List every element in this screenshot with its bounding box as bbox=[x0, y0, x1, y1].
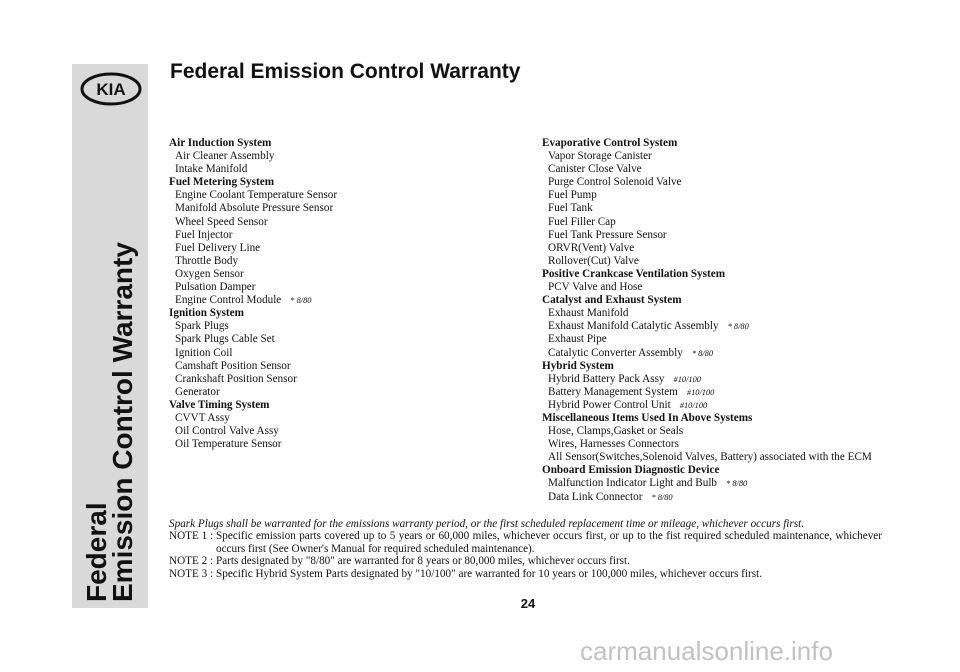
part-item bbox=[542, 386, 922, 399]
part-name: Throttle Body bbox=[175, 254, 239, 267]
part-name: Exhaust Manifold Catalytic Assembly bbox=[548, 320, 719, 333]
section-heading: Catalyst and Exhaust System bbox=[542, 294, 682, 307]
part-name: Oil Temperature Sensor bbox=[175, 438, 282, 451]
warranty-mark: #10/100 bbox=[673, 374, 701, 384]
note-text: Specific emission parts covered up to 5 years or 60,000 miles, whichever occurs first, or up to the fist required scheduled maintenance, whichever occurs first (See Owner's Manual for required scheduled maintenance). bbox=[216, 530, 882, 555]
part-item bbox=[169, 386, 529, 399]
part-name: ORVR(Vent) Valve bbox=[548, 241, 635, 254]
parts-list-right bbox=[542, 137, 922, 504]
section-heading: Valve Timing System bbox=[169, 398, 270, 411]
part-item bbox=[542, 347, 922, 360]
page-number: 24 bbox=[520, 596, 536, 611]
note-label: NOTE 1 : bbox=[169, 530, 214, 543]
section-heading: Onboard Emission Diagnostic Device bbox=[542, 464, 720, 477]
part-item bbox=[169, 150, 529, 163]
part-item bbox=[542, 202, 922, 215]
note-row bbox=[169, 568, 882, 580]
part-name: Intake Manifold bbox=[175, 163, 248, 176]
kia-logo-text: KIA bbox=[96, 80, 126, 99]
part-name: Purge Control Solenoid Valve bbox=[548, 176, 682, 189]
part-item bbox=[542, 451, 922, 464]
part-name: Hose, Clamps,Gasket or Seals bbox=[548, 425, 684, 438]
part-name: Ignition Coil bbox=[175, 346, 233, 359]
part-name: Spark Plugs bbox=[175, 320, 229, 333]
part-name: PCV Valve and Hose bbox=[548, 281, 643, 294]
part-item bbox=[169, 268, 529, 281]
part-name: Manifold Absolute Pressure Sensor bbox=[175, 202, 334, 215]
part-name: Air Cleaner Assembly bbox=[175, 150, 275, 163]
part-item bbox=[169, 202, 529, 215]
part-name: Fuel Delivery Line bbox=[175, 241, 261, 254]
part-name: Battery Management System bbox=[548, 385, 678, 398]
part-item bbox=[169, 242, 529, 255]
part-item bbox=[542, 477, 922, 490]
section-heading: Fuel Metering System bbox=[169, 176, 275, 189]
part-name: Malfunction Indicator Light and Bulb bbox=[548, 477, 718, 490]
note-row bbox=[169, 530, 882, 555]
part-name: Pulsation Damper bbox=[175, 281, 256, 294]
part-name: Rollover(Cut) Valve bbox=[548, 254, 639, 267]
part-item bbox=[542, 281, 922, 294]
section-heading: Hybrid System bbox=[542, 359, 614, 372]
part-name: Fuel Tank bbox=[548, 202, 593, 215]
parts-list-left bbox=[169, 137, 529, 451]
part-item bbox=[169, 189, 529, 202]
part-item bbox=[542, 150, 922, 163]
part-item bbox=[169, 216, 529, 229]
part-item bbox=[542, 333, 922, 346]
warranty-mark: * 8/80 bbox=[726, 479, 748, 489]
part-item bbox=[542, 399, 922, 412]
part-name: Data Link Connector bbox=[548, 490, 643, 503]
part-name: Canister Close Valve bbox=[548, 163, 642, 176]
part-item bbox=[542, 373, 922, 386]
part-name: All Sensor(Switches,Solenoid Valves, Battery) associated with the ECM bbox=[548, 451, 872, 464]
part-name: Exhaust Manifold bbox=[548, 307, 629, 320]
sidebar-title-line2: Emission Control Warranty bbox=[107, 242, 138, 602]
note-text: Parts designated by "8/80" are warranted for 8 years or 80,000 miles, whichever occurs first. bbox=[216, 555, 630, 568]
part-item bbox=[169, 281, 529, 294]
part-name: Engine Coolant Temperature Sensor bbox=[175, 189, 338, 202]
part-item bbox=[542, 216, 922, 229]
part-item bbox=[542, 163, 922, 176]
spark-plug-note: Spark Plugs shall be warranted for the emissions warranty period, or the first scheduled replacement time or mileage, whichever occurs first. bbox=[169, 518, 805, 530]
part-item bbox=[169, 373, 529, 386]
part-name: Catalytic Converter Assembly bbox=[548, 346, 683, 359]
part-name: Hybrid Battery Pack Assy bbox=[548, 372, 665, 385]
part-item bbox=[169, 229, 529, 242]
sidebar-title-line1: Federal bbox=[81, 502, 112, 602]
watermark: carmanualsonline.info bbox=[580, 636, 833, 666]
part-name: Fuel Injector bbox=[175, 228, 233, 241]
part-item bbox=[169, 360, 529, 373]
warranty-mark: * 8/80 bbox=[691, 348, 714, 358]
section-heading: Miscellaneous Items Used In Above Systems bbox=[542, 411, 753, 424]
part-name: Oxygen Sensor bbox=[175, 267, 244, 280]
part-name: Fuel Pump bbox=[548, 189, 597, 202]
part-item bbox=[169, 412, 529, 425]
note-text: Specific Hybrid System Parts designated by "10/100" are warranted for 10 years or 100,000 miles, whichever occurs first. bbox=[216, 567, 762, 580]
part-item bbox=[169, 320, 529, 333]
part-name: Generator bbox=[175, 385, 220, 398]
part-name: Engine Control Module bbox=[175, 294, 282, 307]
part-name: Wheel Speed Sensor bbox=[175, 215, 268, 228]
section-heading: Positive Crankcase Ventilation System bbox=[542, 267, 726, 280]
part-item bbox=[169, 347, 529, 360]
part-item bbox=[169, 255, 529, 268]
part-item bbox=[542, 307, 922, 320]
warranty-mark: * 8/80 bbox=[290, 296, 312, 306]
page-title: Federal Emission Control Warranty bbox=[170, 60, 521, 83]
part-item bbox=[542, 320, 922, 333]
part-name: Fuel Filler Cap bbox=[548, 215, 616, 228]
part-name: Hybrid Power Control Unit bbox=[548, 398, 671, 411]
part-name: Spark Plugs Cable Set bbox=[175, 333, 275, 346]
section-heading: Ignition System bbox=[169, 307, 244, 320]
part-item bbox=[542, 491, 922, 504]
note-list bbox=[169, 530, 882, 580]
part-name: CVVT Assy bbox=[175, 411, 230, 424]
part-item bbox=[169, 425, 529, 438]
part-item bbox=[542, 189, 922, 202]
part-item bbox=[542, 242, 922, 255]
section-heading: Air Induction System bbox=[169, 137, 272, 149]
part-item bbox=[169, 438, 529, 451]
part-name: Vapor Storage Canister bbox=[548, 150, 652, 163]
part-item bbox=[542, 425, 922, 438]
warranty-mark: #10/100 bbox=[686, 387, 715, 397]
part-item bbox=[542, 229, 922, 242]
note-label: NOTE 2 : bbox=[169, 555, 214, 568]
warranty-mark: * 8/80 bbox=[651, 492, 673, 502]
note-row bbox=[169, 555, 882, 567]
part-item bbox=[169, 163, 529, 176]
part-name: Camshaft Position Sensor bbox=[175, 359, 291, 372]
part-name: Oil Control Valve Assy bbox=[175, 425, 279, 438]
sidebar-title bbox=[72, 64, 148, 608]
part-item bbox=[542, 438, 922, 451]
part-name: Crankshaft Position Sensor bbox=[175, 372, 297, 385]
note-label: NOTE 3 : bbox=[169, 567, 214, 580]
part-item bbox=[542, 255, 922, 268]
part-name: Wires, Harnesses Connectors bbox=[548, 438, 679, 451]
part-name: Exhaust Pipe bbox=[548, 333, 607, 346]
warranty-mark: #10/100 bbox=[679, 400, 708, 410]
part-item bbox=[169, 294, 529, 307]
warranty-mark: * 8/80 bbox=[727, 322, 749, 332]
part-item bbox=[542, 176, 922, 189]
notes-section bbox=[169, 518, 882, 580]
section-heading: Evaporative Control System bbox=[542, 137, 678, 149]
part-name: Fuel Tank Pressure Sensor bbox=[548, 228, 667, 241]
part-item bbox=[169, 333, 529, 346]
